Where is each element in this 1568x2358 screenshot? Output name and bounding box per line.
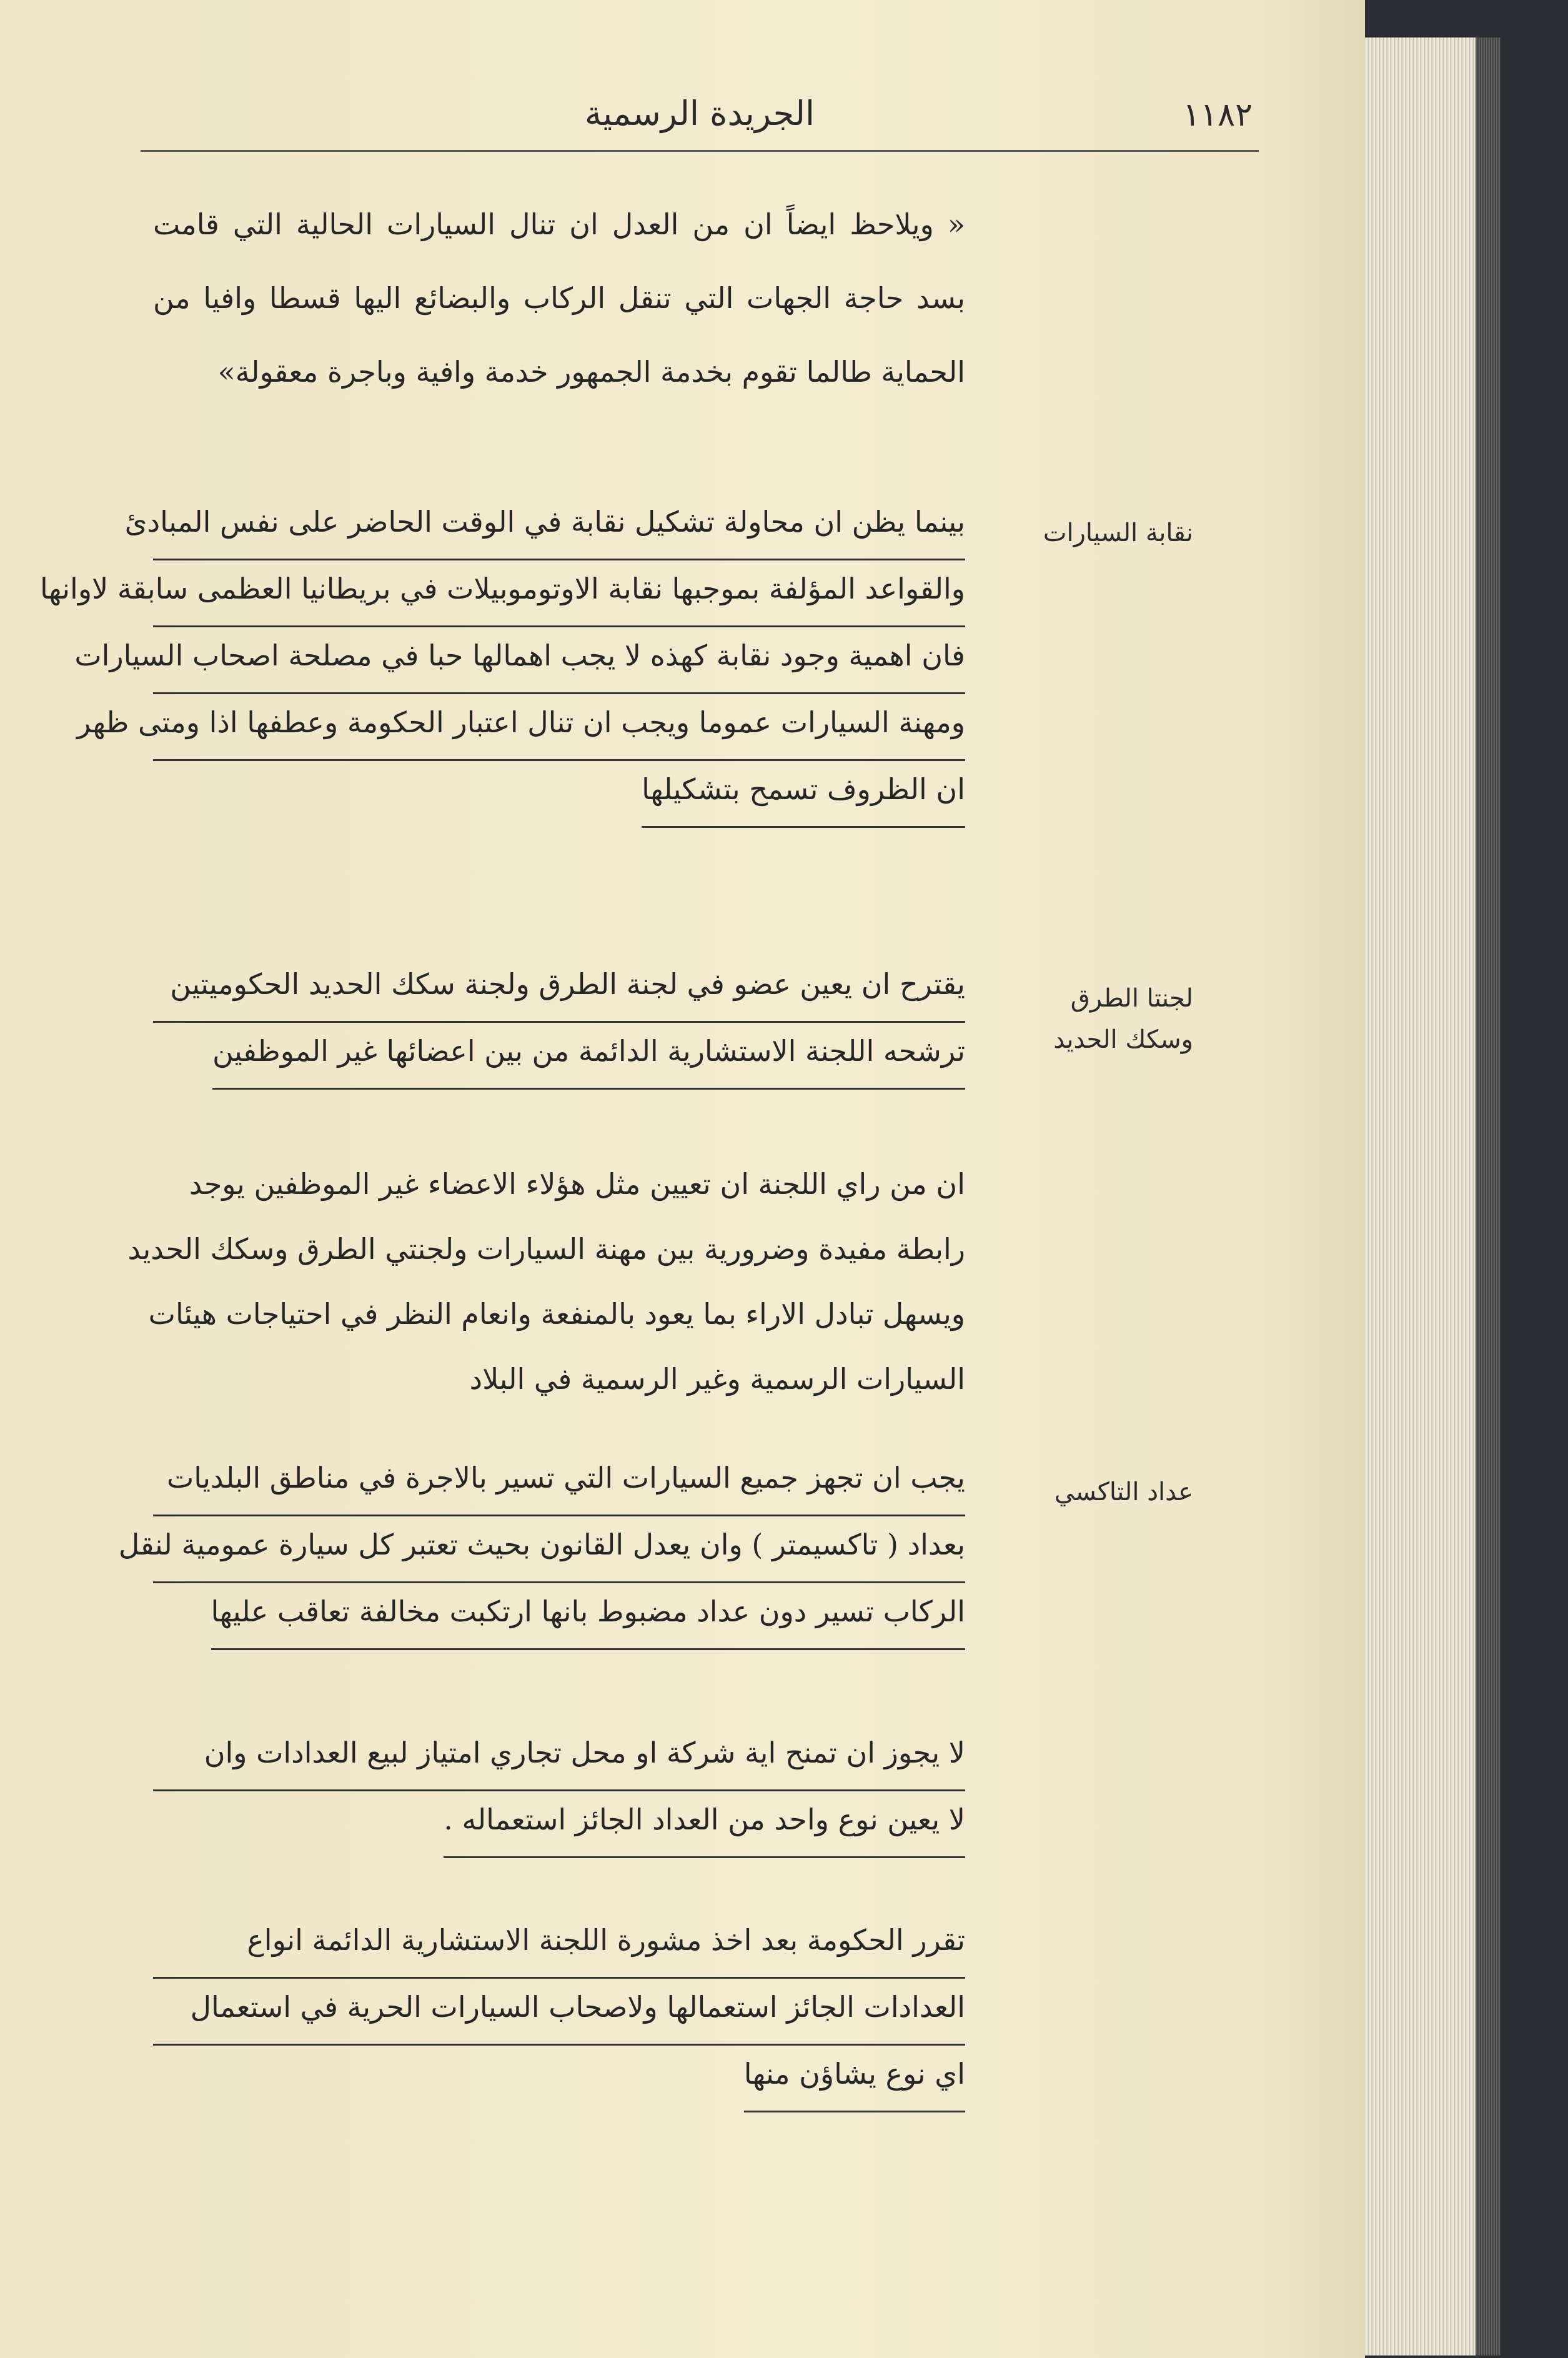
paragraph-committee-opinion — [127, 1156, 965, 1416]
margin-note-car-union: نقابة السيارات — [1043, 519, 1193, 547]
paragraph-car-union — [40, 494, 965, 828]
paragraph-roads-railways — [153, 956, 965, 1090]
paragraph-meter-types — [153, 1912, 965, 2112]
text-line: ان الظروف تسمح بتشكيلها — [642, 761, 965, 828]
text-line: لا يجوز ان تمنح اية شركة او محل تجاري امتياز لبيع العدادات وان — [153, 1724, 965, 1791]
text-line: العدادات الجائز استعمالها ولاصحاب السيارات الحرية في استعمال — [153, 1979, 965, 2046]
page-edges — [1349, 37, 1501, 2356]
margin-note-taxi-meter: عداد التاكسي — [1054, 1478, 1193, 1506]
text-line: ان من راي اللجنة ان تعيين مثل هؤلاء الاعضاء غير الموظفين يوجد — [189, 1167, 965, 1201]
page-title: الجريدة الرسمية — [585, 94, 815, 133]
text-line: رابطة مفيدة وضرورية بين مهنة السيارات ولجنتي الطرق وسكك الحديد — [127, 1232, 965, 1266]
text-line: والقواعد المؤلفة بموجبها نقابة الاوتوموبيلات في بريطانيا العظمى سابقة لاوانها — [153, 560, 965, 627]
text-line: يجب ان تجهز جميع السيارات التي تسير بالاجرة في مناطق البلديات — [153, 1450, 965, 1516]
text-line: لا يعين نوع واحد من العداد الجائز استعماله . — [444, 1791, 965, 1858]
text-line: ومهنة السيارات عموما ويجب ان تنال اعتبار الحكومة وعطفها اذا ومتى ظهر — [153, 694, 965, 761]
text-line: يقترح ان يعين عضو في لجنة الطرق ولجنة سكك الحديد الحكوميتين — [153, 956, 965, 1023]
text-line: بعداد ( تاكسيمتر ) وان يعدل القانون بحيث تعتبر كل سيارة عمومية لنقل — [153, 1516, 965, 1583]
text-line: ترشحه اللجنة الاستشارية الدائمة من بين اعضائها غير الموظفين — [212, 1023, 965, 1090]
paragraph-meter-concession — [153, 1724, 965, 1858]
paragraph-taxi-meter — [118, 1450, 965, 1650]
page-number: ١١٨٢ — [1183, 96, 1253, 134]
text-line: تقرر الحكومة بعد اخذ مشورة اللجنة الاستشارية الدائمة انواع — [153, 1912, 965, 1979]
text-line: فان اهمية وجود نقابة كهذه لا يجب اهمالها حبا في مصلحة اصحاب السيارات — [153, 627, 965, 694]
text-line: الركاب تسير دون عداد مضبوط بانها ارتكبت مخالفة تعاقب عليها — [211, 1583, 965, 1650]
text-line: اي نوع يشاؤن منها — [744, 2046, 965, 2112]
quote-paragraph: « ويلاحظ ايضاً ان من العدل ان تنال السيارات الحالية التي قامت بسد حاجة الجهات التي تنقل الركاب والبضائع اليها قسطا وافيا من الحماية طالما تقوم بخدمة الجمهور خدمة وافية وباجرة معقولة» — [153, 207, 965, 389]
text-line: بينما يظن ان محاولة تشكيل نقابة في الوقت الحاضر على نفس المبادئ — [153, 494, 965, 560]
page-header — [141, 87, 1259, 152]
text-line: ويسهل تبادل الاراء بما يعود بالمنفعة وانعام النظر في احتياجات هيئات — [148, 1297, 965, 1331]
margin-note-roads-railways: لجنتا الطرق وسكك الحديد — [1053, 984, 1193, 1054]
text-line: السيارات الرسمية وغير الرسمية في البلاد — [469, 1362, 965, 1396]
